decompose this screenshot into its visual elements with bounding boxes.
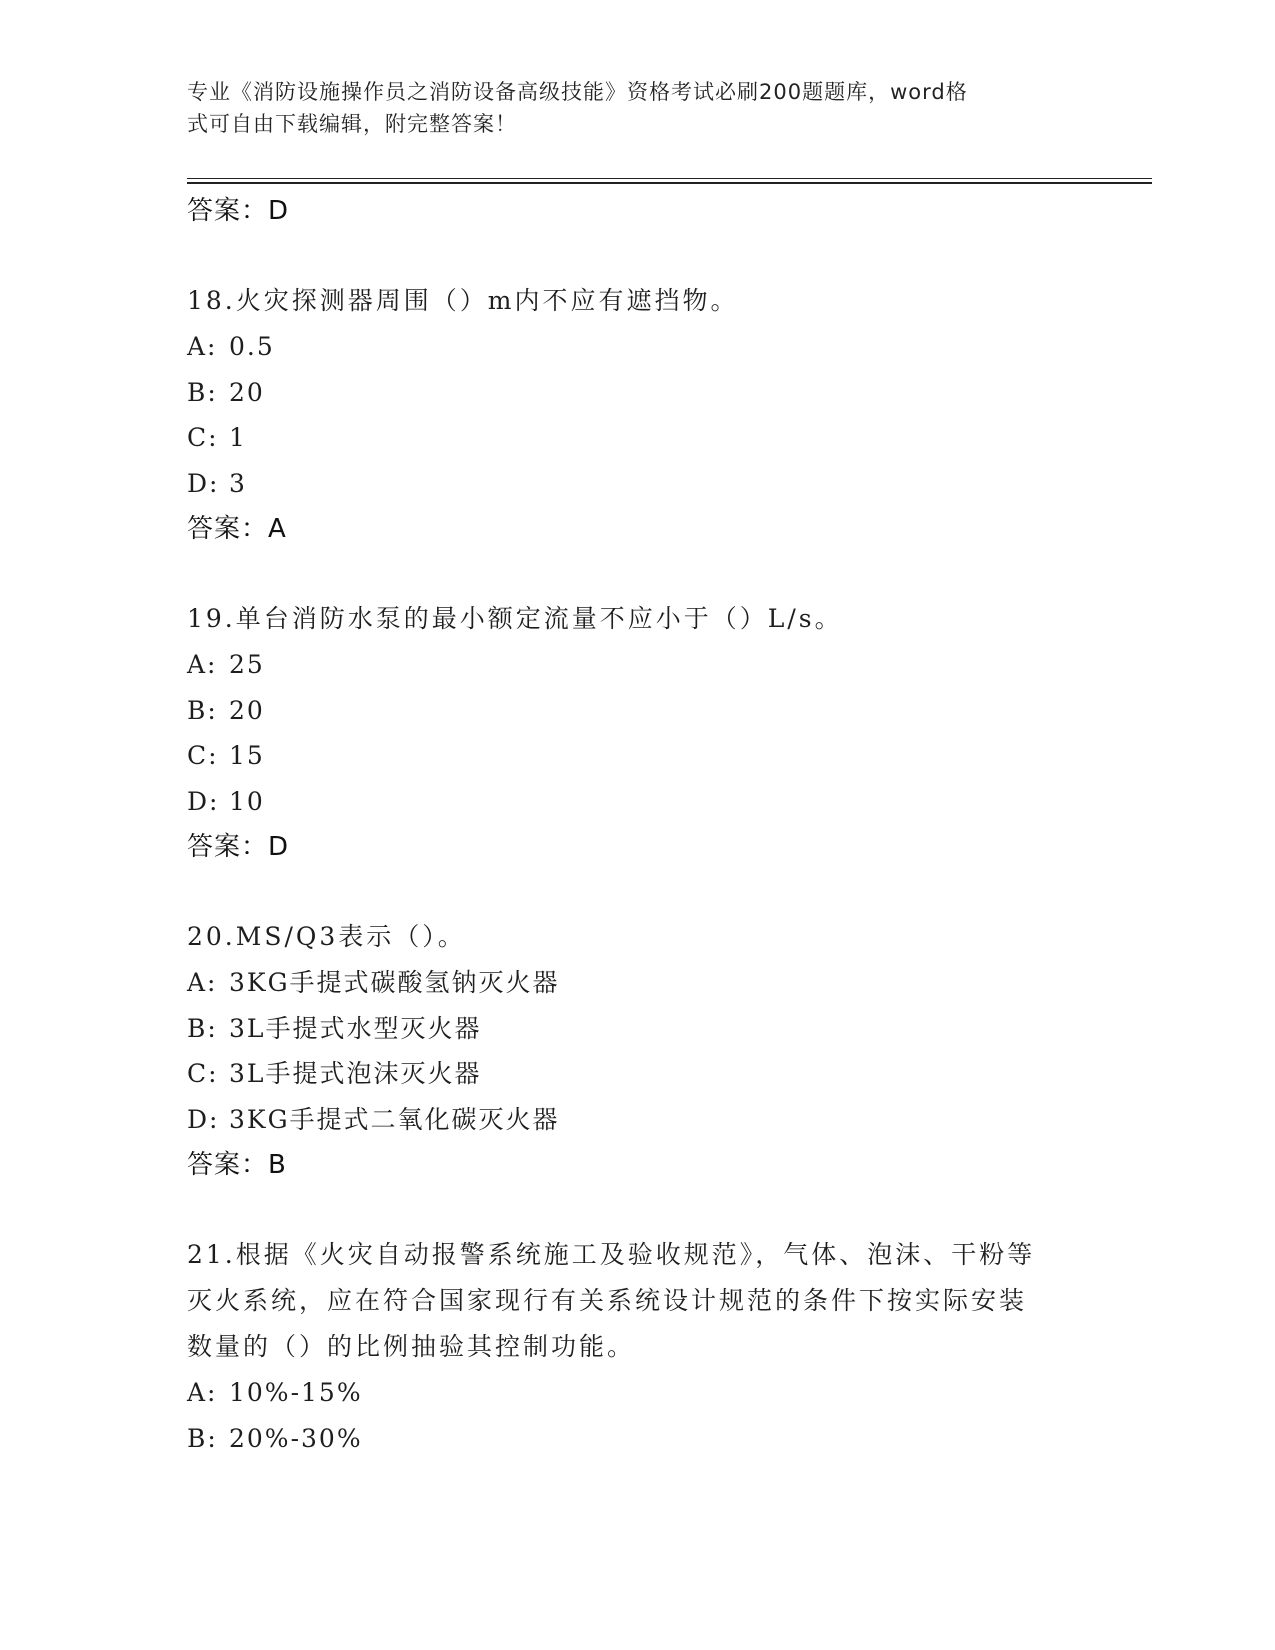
option-a [187, 324, 1087, 370]
option-text: 0.5 [229, 332, 275, 361]
option-c [187, 1051, 1087, 1097]
question-text: 20.MS/Q3表示（）。 [187, 922, 466, 951]
option-text: 10%-15% [229, 1378, 363, 1407]
answer-line: 答案：D [187, 832, 290, 862]
option-b [187, 1006, 1087, 1052]
option-label: A: [187, 332, 218, 361]
option-b [187, 688, 1087, 734]
option-b [187, 1416, 1087, 1462]
option-text: 20 [229, 695, 265, 725]
option-label: A: [187, 1378, 218, 1407]
question-text-line-3: 数量的（）的比例抽验其控制功能。 [187, 1332, 636, 1361]
answer-line: 答案：B [187, 1150, 287, 1180]
option-text: 25 [229, 650, 265, 679]
header-divider-thin [187, 178, 1152, 179]
header-divider-thick [187, 182, 1152, 184]
question-block [187, 278, 1087, 552]
question-list [187, 188, 1087, 1461]
question-block [187, 914, 1087, 1188]
question-text-line-1: 21.根据《火灾自动报警系统施工及验收规范》，气体、泡沫、干粉等 [187, 1240, 1036, 1269]
option-label: B: [187, 377, 218, 407]
option-b [187, 370, 1087, 416]
document-header [187, 76, 1067, 140]
answer-line: 答案：A [187, 514, 287, 544]
option-label: B: [187, 695, 218, 725]
option-a [187, 960, 1087, 1006]
question-text-line-2: 灭火系统，应在符合国家现行有关系统设计规范的条件下按实际安装 [187, 1286, 1028, 1315]
option-text: 3KG手提式二氧化碳灭火器 [229, 1104, 560, 1134]
option-label: C: [187, 423, 219, 452]
option-text: 3KG手提式碳酸氢钠灭火器 [229, 968, 560, 997]
option-text: 20 [229, 377, 265, 407]
option-label: D: [187, 1104, 220, 1134]
option-text: 10 [229, 786, 265, 816]
question-text: 19.单台消防水泵的最小额定流量不应小于（）L/s。 [187, 604, 843, 633]
answer-line: 答案：D [187, 196, 290, 226]
option-label: D: [187, 786, 220, 816]
option-c [187, 415, 1087, 461]
option-label: A: [187, 650, 218, 679]
option-d [187, 1097, 1087, 1143]
option-text: 3L手提式水型灭火器 [229, 1013, 482, 1043]
option-d [187, 779, 1087, 825]
option-label: C: [187, 1059, 219, 1088]
option-a [187, 642, 1087, 688]
option-label: B: [187, 1423, 218, 1453]
option-text: 3 [229, 468, 247, 498]
option-text: 3L手提式泡沫灭火器 [229, 1059, 482, 1088]
option-a [187, 1370, 1087, 1416]
header-line-2: 式可自由下载编辑，附完整答案！ [187, 112, 517, 136]
option-d [187, 461, 1087, 507]
option-c [187, 733, 1087, 779]
option-label: C: [187, 741, 219, 770]
question-text: 18.火灾探测器周围（）m内不应有遮挡物。 [187, 286, 739, 315]
option-label: B: [187, 1013, 218, 1043]
option-label: A: [187, 968, 218, 997]
option-label: D: [187, 468, 220, 498]
header-line-1: 专业《消防设施操作员之消防设备高级技能》资格考试必刷200题题库，word格 [187, 80, 968, 104]
option-text: 15 [229, 741, 265, 770]
question-block [187, 1232, 1087, 1461]
option-text: 1 [229, 423, 247, 452]
question-block [187, 596, 1087, 870]
option-text: 20%-30% [229, 1423, 363, 1453]
